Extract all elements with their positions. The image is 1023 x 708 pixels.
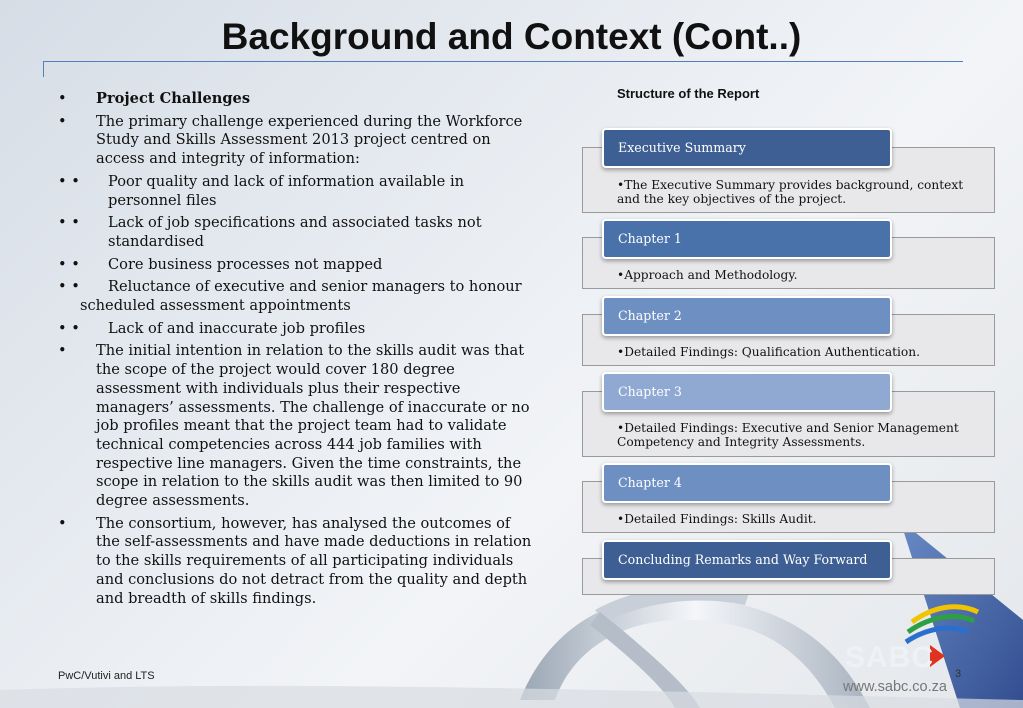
- sabc-logo-text: SABC: [845, 641, 935, 674]
- structure-heading-concluding: Concluding Remarks and Way Forward: [602, 540, 892, 580]
- structure-heading-chapter-2: Chapter 2: [602, 296, 892, 336]
- sabc-url: www.sabc.co.za: [843, 679, 947, 695]
- list-item: • • Reluctance of executive and senior managers to honour scheduled assessment appointments: [58, 278, 522, 315]
- list-item: • • Lack of job specifications and associated tasks not standardised: [58, 214, 482, 250]
- list-item: • Project Challenges: [58, 90, 251, 107]
- page-number: 3: [955, 668, 962, 680]
- structure-box-executive-summary: •The Executive Summary provides background, context and the key objectives of the project.: [582, 147, 995, 213]
- challenges-list: [58, 90, 538, 612]
- structure-box-chapter-1: •Approach and Methodology.: [582, 237, 995, 289]
- list-item: • • Core business processes not mapped: [58, 255, 383, 273]
- title-rule-tick: [43, 61, 44, 77]
- slide-title: Background and Context (Cont..): [221, 16, 802, 57]
- structure-heading-chapter-3: Chapter 3: [602, 372, 892, 412]
- structure-box-chapter-2: •Detailed Findings: Qualification Authentication.: [582, 314, 995, 366]
- structure-box-chapter-4: •Detailed Findings: Skills Audit.: [582, 481, 995, 533]
- structure-heading-chapter-1: Chapter 1: [602, 219, 892, 259]
- structure-title: Structure of the Report: [617, 86, 760, 101]
- list-item: • The primary challenge experienced during the Workforce Study and Skills Assessment 2013 project centred on access and integrity of information:: [58, 112, 523, 168]
- footer-text: PwC/Vutivi and LTS: [58, 670, 155, 682]
- title-rule: [43, 61, 963, 62]
- structure-heading-executive-summary: Executive Summary: [602, 128, 892, 168]
- structure-heading-chapter-4: Chapter 4: [602, 463, 892, 503]
- structure-box-chapter-3: •Detailed Findings: Executive and Senior Management Competency and Integrity Assessments.: [582, 391, 995, 457]
- list-item: • The initial intention in relation to the skills audit was that the scope of the project would cover 180 degree assessment with individuals plus their respective managers’ assessments. The challenge of inaccurate or no job profiles meant that the project team had to validate technical competencies across 444 job families with respective line managers. Given the time constraints, the scope in relation to the skills audit was then limited to 90 degree assessments.: [58, 342, 530, 510]
- list-item: • • Lack of and inaccurate job profiles: [58, 319, 366, 337]
- list-item: • • Poor quality and lack of information available in personnel files: [58, 172, 465, 209]
- list-item: • The consortium, however, has analysed the outcomes of the self-assessments and have made deductions in relation to the skills requirements of all participating individuals and conclusions do not detract from the quality and depth and breadth of skills findings.: [58, 514, 532, 607]
